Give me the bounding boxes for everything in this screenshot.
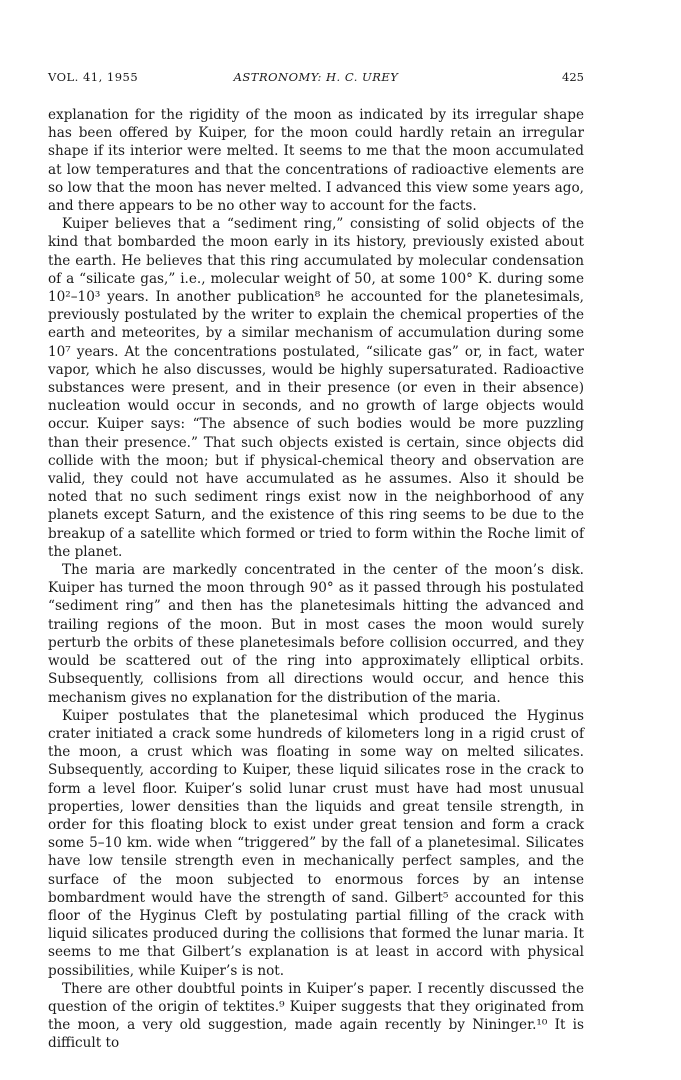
volume-label: VOL. 41, 1955 — [48, 70, 139, 84]
running-title: ASTRONOMY: H. C. UREY — [233, 70, 399, 84]
article-body — [48, 106, 584, 1053]
paragraph: The maria are markedly concentrated in the center of the moon’s disk. Kuiper has turned the moon through 90° as it passed through his postulated “sediment ring” and then has the planetesimals hitting the advanced and trailing regions of the moon. But in most cases the moon would surely perturb the orbits of these planetesimals before collision occurred, and they would be scattered out of the ring into approximately elliptical orbits. Subsequently, collisions from all directions would occur, and hence this mechanism gives no explanation for the distribution of the maria. — [48, 562, 584, 706]
paragraph: explanation for the rigidity of the moon as indicated by its irregular shape has been offered by Kuiper, for the moon could hardly retain an irregular shape if its interior were melted. It seems to me that the moon accumulated at low temperatures and that the concentrations of radioactive elements are so low that the moon has never melted. I advanced this view some years ago, and there appears to be no other way to account for the facts. — [48, 107, 584, 215]
running-header — [48, 70, 584, 88]
paragraph: Kuiper believes that a “sediment ring,” consisting of solid objects of the kind that bombarded the moon early in its history, previously existed about the earth. He believes that this ring accumulated by molecular condensation of a “silicate gas,” i.e., molecular weight of 50, at some 100° K. during some 10²–10³ years. In another publication⁸ he accounted for the planetesimals, previously postulated by the writer to explain the chemical properties of the earth and meteorites, by a similar mechanism of accumulation during some 10⁷ years. At the concentrations postulated, “silicate gas” or, in fact, water vapor, which he also discusses, would be highly supersaturated. Radioactive substances were present, and in their presence (or even in their absence) nucleation would occur in seconds, and no growth of large objects would occur. Kuiper says: “The absence of such bodies would be more puzzling than their presence.” That such objects existed is certain, since objects did collide with the moon; but if physical-chemical theory and observation are valid, they could not have accumulated as he assumes. Also it should be noted that no such sediment rings exist now in the neighborhood of any planets except Saturn, and the existence of this ring seems to be due to the breakup of a satellite which formed or tried to form within the Roche limit of the planet. — [48, 216, 584, 560]
paragraph: There are other doubtful points in Kuiper’s paper. I recently discussed the question of the origin of tektites.⁹ Kuiper suggests that they originated from the moon, a very old suggestion, made again recently by Nininger.¹⁰ It is difficult to — [48, 980, 584, 1052]
page-number: 425 — [562, 70, 584, 84]
paragraph: Kuiper postulates that the planetesimal which produced the Hyginus crater initiated a crack some hundreds of kilometers long in a rigid crust of the moon, a crust which was floating in some way on melted silicates. Subsequently, according to Kuiper, these liquid silicates rose in the crack to form a level floor. Kuiper’s solid lunar crust must have had most unusual properties, lower densities than the liquids and great tensile strength, in order for this floating block to exist under great tension and form a crack some 5–10 km. wide when “triggered” by the fall of a planetesimal. Silicates have low tensile strength even in mechanically perfect samples, and the surface of the moon subjected to enormous forces by an intense bombardment would have the strength of sand. Gilbert⁵ accounted for this floor of the Hyginus Cleft by postulating partial filling of the crack with liquid silicates produced during the collisions that formed the lunar maria. It seems to me that Gilbert’s explanation is at least in accord with physical possibilities, while Kuiper’s is not. — [48, 707, 584, 979]
